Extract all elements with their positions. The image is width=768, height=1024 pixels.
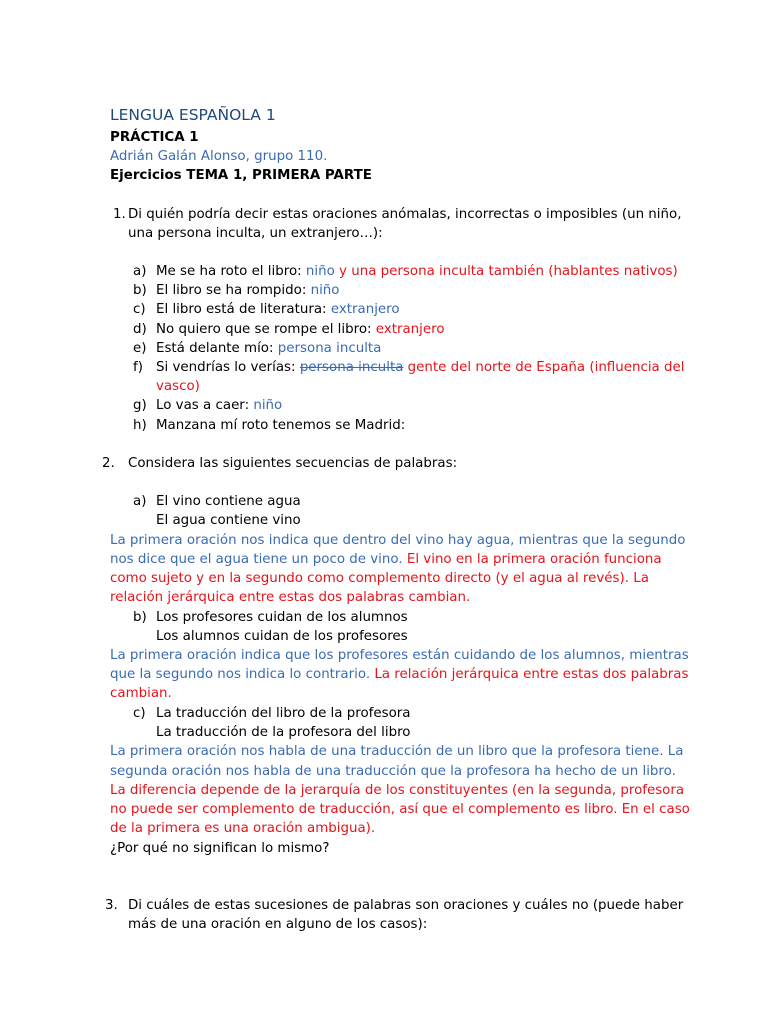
answer-blue: niño	[305, 264, 335, 279]
exercise-3-prompt-line-1: Di cuáles de estas sucesiones de palabras son oraciones y cuáles no (puede haber	[128, 898, 684, 913]
item-letter: c)	[133, 302, 146, 317]
answer-blue: segunda oración nos habla de una traducción que la profesora ha hecho de un libro.	[110, 764, 676, 779]
answer-blue: La primera oración nos indica que dentro del vino hay agua, mientras que la segundo	[110, 533, 686, 548]
exercise-1-prompt-line-2: una persona inculta, un extranjero…):	[128, 226, 383, 241]
item-sentence: Lo vas a caer:	[156, 398, 254, 413]
sentence-2: Los alumnos cuidan de los profesores	[156, 629, 408, 644]
answer-red: cambian.	[110, 686, 172, 701]
document-title: LENGUA ESPAÑOLA 1	[110, 106, 276, 124]
answer-blue: La primera oración indica que los profesores están cuidando de los alumnos, mientras	[110, 648, 689, 663]
item-letter: b)	[133, 610, 147, 625]
sentence-1: Los profesores cuidan de los alumnos	[156, 610, 408, 625]
answer-red: como sujeto y en la segundo como complemento directo (y el agua al revés). La	[110, 571, 649, 586]
item-letter: a)	[133, 494, 147, 509]
item-sentence: El libro se ha rompido:	[156, 283, 311, 298]
list-item	[156, 262, 678, 281]
item-letter: h)	[133, 418, 147, 433]
item-sentence: El libro está de literatura:	[156, 302, 331, 317]
sentence-2: La traducción de la profesora del libro	[156, 725, 411, 740]
answer-red: relación jerárquica entre estas dos palabras cambian.	[110, 590, 471, 605]
item-sentence: No quiero que se rompe el libro:	[156, 322, 376, 337]
item-letter: g)	[133, 398, 147, 413]
item-letter: e)	[133, 341, 147, 356]
item-letter: f)	[133, 360, 143, 375]
section-heading: Ejercicios TEMA 1, PRIMERA PARTE	[110, 168, 372, 183]
answer-red: de la primera es una oración ambigua).	[110, 821, 376, 836]
exercise-3-number: 3.	[105, 898, 118, 913]
answer-blue: La primera oración nos habla de una traducción de un libro que la profesora tiene. La	[110, 744, 684, 759]
list-item	[156, 281, 339, 300]
exercise-1-prompt-line-1: Di quién podría decir estas oraciones anómalas, incorrectas o imposibles (un niño,	[128, 207, 682, 222]
answer-red: gente del norte de España (influencia del	[403, 360, 685, 375]
answer-blue: persona inculta	[277, 341, 382, 356]
exercise-2-prompt: Considera las siguientes secuencias de palabras:	[128, 456, 458, 471]
answer-red: extranjero	[375, 322, 445, 337]
item-sentence: Si vendrías lo verías:	[156, 360, 300, 375]
sentence-2: El agua contiene vino	[156, 513, 301, 528]
answer-red: y una persona inculta también (hablantes nativos)	[334, 264, 678, 279]
practice-heading: PRÁCTICA 1	[110, 130, 199, 145]
list-item	[156, 416, 405, 435]
answer-blue: niño	[253, 398, 283, 413]
item-letter: b)	[133, 283, 147, 298]
answer-blue: niño	[310, 283, 340, 298]
item-letter: a)	[133, 264, 147, 279]
answer-red: La diferencia depende de la jerarquía de los constituyentes (en la segunda, profesora	[110, 783, 685, 798]
list-item	[156, 300, 400, 319]
item-sentence: Manzana mí roto tenemos se Madrid:	[156, 418, 406, 433]
exercise-1-number: 1.	[113, 207, 126, 222]
answer-line	[110, 550, 662, 569]
list-item	[156, 339, 381, 358]
exercise-2-number: 2.	[102, 456, 115, 471]
answer-red: El vino en la primera oración funciona	[402, 552, 662, 567]
answer-red: La relación jerárquica entre estas dos palabras	[370, 667, 689, 682]
list-item	[156, 320, 445, 339]
exercise-3-prompt-line-2: más de una oración en alguno de los casos):	[128, 917, 428, 932]
answer-line	[110, 665, 688, 684]
list-item	[156, 358, 684, 377]
answer-red-continuation: vasco)	[156, 379, 200, 394]
author-line: Adrián Galán Alonso, grupo 110.	[110, 149, 328, 164]
item-sentence: Me se ha roto el libro:	[156, 264, 306, 279]
item-letter: d)	[133, 322, 147, 337]
answer-blue: nos dice que el agua tiene un poco de vino.	[110, 552, 403, 567]
sentence-1: El vino contiene agua	[156, 494, 301, 509]
answer-blue: extranjero	[330, 302, 400, 317]
struck-answer: persona inculta	[299, 360, 404, 375]
sentence-1: La traducción del libro de la profesora	[156, 706, 411, 721]
answer-blue: que la segundo nos indica lo contrario.	[110, 667, 371, 682]
item-letter: c)	[133, 706, 146, 721]
list-item	[156, 396, 282, 415]
answer-red: no puede ser complemento de traducción, así que el complemento es libro. En el caso	[110, 802, 690, 817]
exercise-2-question: ¿Por qué no significan lo mismo?	[110, 841, 330, 856]
item-sentence: Está delante mío:	[156, 341, 278, 356]
